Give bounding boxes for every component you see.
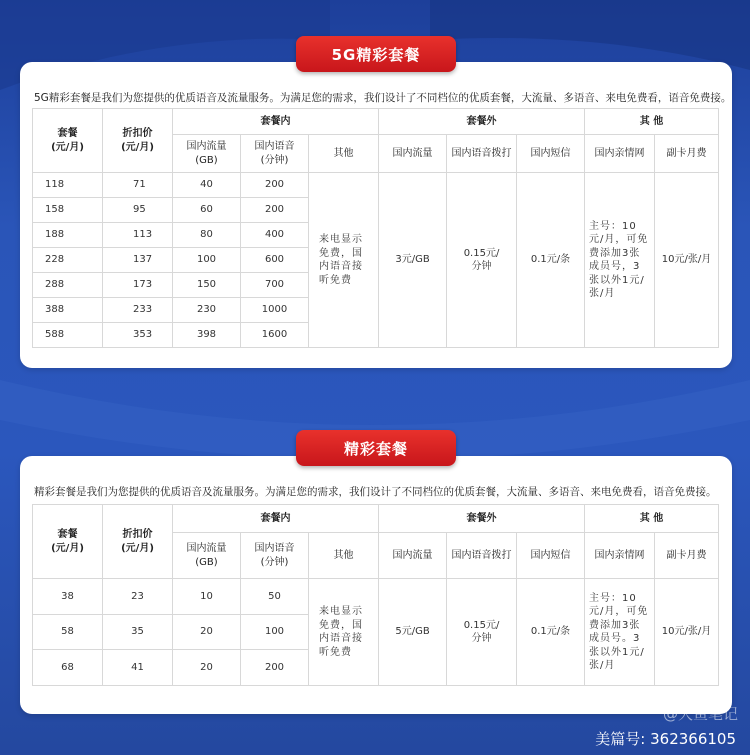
header-discount: 折扣价 (元/月) — [103, 505, 173, 579]
cell-voice: 1000 — [241, 298, 309, 323]
header-other: 其他 — [309, 135, 379, 173]
header-sub-card: 副卡月费 — [655, 533, 719, 579]
watermark-author: @大鱼笔记 — [662, 705, 738, 723]
cell-out-data: 3元/GB — [379, 173, 447, 348]
header-out-voice: 国内语音拨打 — [447, 135, 517, 173]
cell-voice: 1600 — [241, 323, 309, 348]
cell-data: 80 — [173, 223, 241, 248]
header-in-package: 套餐内 — [173, 505, 379, 533]
cell-discount: 41 — [103, 650, 173, 686]
cell-data: 10 — [173, 579, 241, 615]
intro-text: 5G精彩套餐是我们为您提供的优质语音及流量服务。为满足您的需求，我们设计了不同档位的优质套餐，大流量、多语音、来电免费看，语音免费接。 — [34, 92, 732, 104]
cell-data: 20 — [173, 614, 241, 650]
price-table-standard — [32, 504, 719, 686]
table-row — [33, 173, 719, 198]
cell-data: 230 — [173, 298, 241, 323]
cell-voice: 100 — [241, 614, 309, 650]
cell-package: 288 — [33, 273, 103, 298]
header-out-sms: 国内短信 — [517, 135, 585, 173]
header-family: 国内亲情网 — [585, 533, 655, 579]
header-out-package: 套餐外 — [379, 505, 585, 533]
cell-package: 38 — [33, 579, 103, 615]
cell-out-sms: 0.1元/条 — [517, 173, 585, 348]
cell-data: 150 — [173, 273, 241, 298]
header-in-package: 套餐内 — [173, 109, 379, 135]
cell-family: 主号：10元/月，可免费添加3张成员号，3张以外1元/张/月 — [585, 173, 655, 348]
price-table-5g — [32, 108, 719, 348]
cell-data: 100 — [173, 248, 241, 273]
cell-voice: 200 — [241, 650, 309, 686]
cell-discount: 353 — [103, 323, 173, 348]
section-title-standard: 精彩套餐 — [296, 430, 456, 466]
cell-package: 118 — [33, 173, 103, 198]
header-out-sms: 国内短信 — [517, 533, 585, 579]
cell-package: 188 — [33, 223, 103, 248]
cell-voice: 700 — [241, 273, 309, 298]
cell-discount: 35 — [103, 614, 173, 650]
cell-package: 228 — [33, 248, 103, 273]
cell-out-voice: 0.15元/ 分钟 — [447, 173, 517, 348]
cell-discount: 137 — [103, 248, 173, 273]
header-out-data: 国内流量 — [379, 533, 447, 579]
header-domestic-voice: 国内语音 (分钟) — [241, 135, 309, 173]
cell-data: 20 — [173, 650, 241, 686]
header-family: 国内亲情网 — [585, 135, 655, 173]
cell-package: 58 — [33, 614, 103, 650]
cell-package: 68 — [33, 650, 103, 686]
cell-discount: 23 — [103, 579, 173, 615]
cell-other: 来电显示免费，国内语音接听免费 — [309, 173, 379, 348]
cell-out-sms: 0.1元/条 — [517, 579, 585, 686]
cell-discount: 173 — [103, 273, 173, 298]
cell-out-data: 5元/GB — [379, 579, 447, 686]
header-domestic-voice: 国内语音 (分钟) — [241, 533, 309, 579]
cell-voice: 200 — [241, 198, 309, 223]
cell-discount: 113 — [103, 223, 173, 248]
cell-other: 来电显示免费，国内语音接听免费 — [309, 579, 379, 686]
section-title-5g: 5G精彩套餐 — [296, 36, 456, 72]
cell-voice: 200 — [241, 173, 309, 198]
cell-data: 40 — [173, 173, 241, 198]
header-other: 其他 — [309, 533, 379, 579]
cell-package: 388 — [33, 298, 103, 323]
table-row — [33, 579, 719, 615]
header-out-data: 国内流量 — [379, 135, 447, 173]
cell-discount: 95 — [103, 198, 173, 223]
header-misc: 其 他 — [585, 505, 719, 533]
package-card-standard — [20, 456, 732, 714]
intro-text: 精彩套餐是我们为您提供的优质语音及流量服务。为满足您的需求，我们设计了不同档位的优质套餐，大流量、多语音、来电免费看，语音免费接。 — [34, 486, 717, 498]
cell-discount: 233 — [103, 298, 173, 323]
cell-voice: 50 — [241, 579, 309, 615]
cell-discount: 71 — [103, 173, 173, 198]
cell-data: 398 — [173, 323, 241, 348]
header-out-voice: 国内语音拨打 — [447, 533, 517, 579]
header-domestic-data: 国内流量 (GB) — [173, 135, 241, 173]
cell-sub-card: 10元/张/月 — [655, 579, 719, 686]
header-package: 套餐 (元/月) — [33, 109, 103, 173]
header-discount: 折扣价 (元/月) — [103, 109, 173, 173]
cell-out-voice: 0.15元/ 分钟 — [447, 579, 517, 686]
cell-sub-card: 10元/张/月 — [655, 173, 719, 348]
cell-package: 588 — [33, 323, 103, 348]
cell-voice: 600 — [241, 248, 309, 273]
cell-voice: 400 — [241, 223, 309, 248]
watermark-id: 美篇号: 362366105 — [595, 730, 736, 748]
header-sub-card: 副卡月费 — [655, 135, 719, 173]
header-misc: 其 他 — [585, 109, 719, 135]
package-card-5g — [20, 62, 732, 368]
cell-family: 主号：10元/月，可免费添加3张成员号。3张以外1元/张/月 — [585, 579, 655, 686]
cell-package: 158 — [33, 198, 103, 223]
header-domestic-data: 国内流量 (GB) — [173, 533, 241, 579]
header-out-package: 套餐外 — [379, 109, 585, 135]
cell-data: 60 — [173, 198, 241, 223]
header-package: 套餐 (元/月) — [33, 505, 103, 579]
